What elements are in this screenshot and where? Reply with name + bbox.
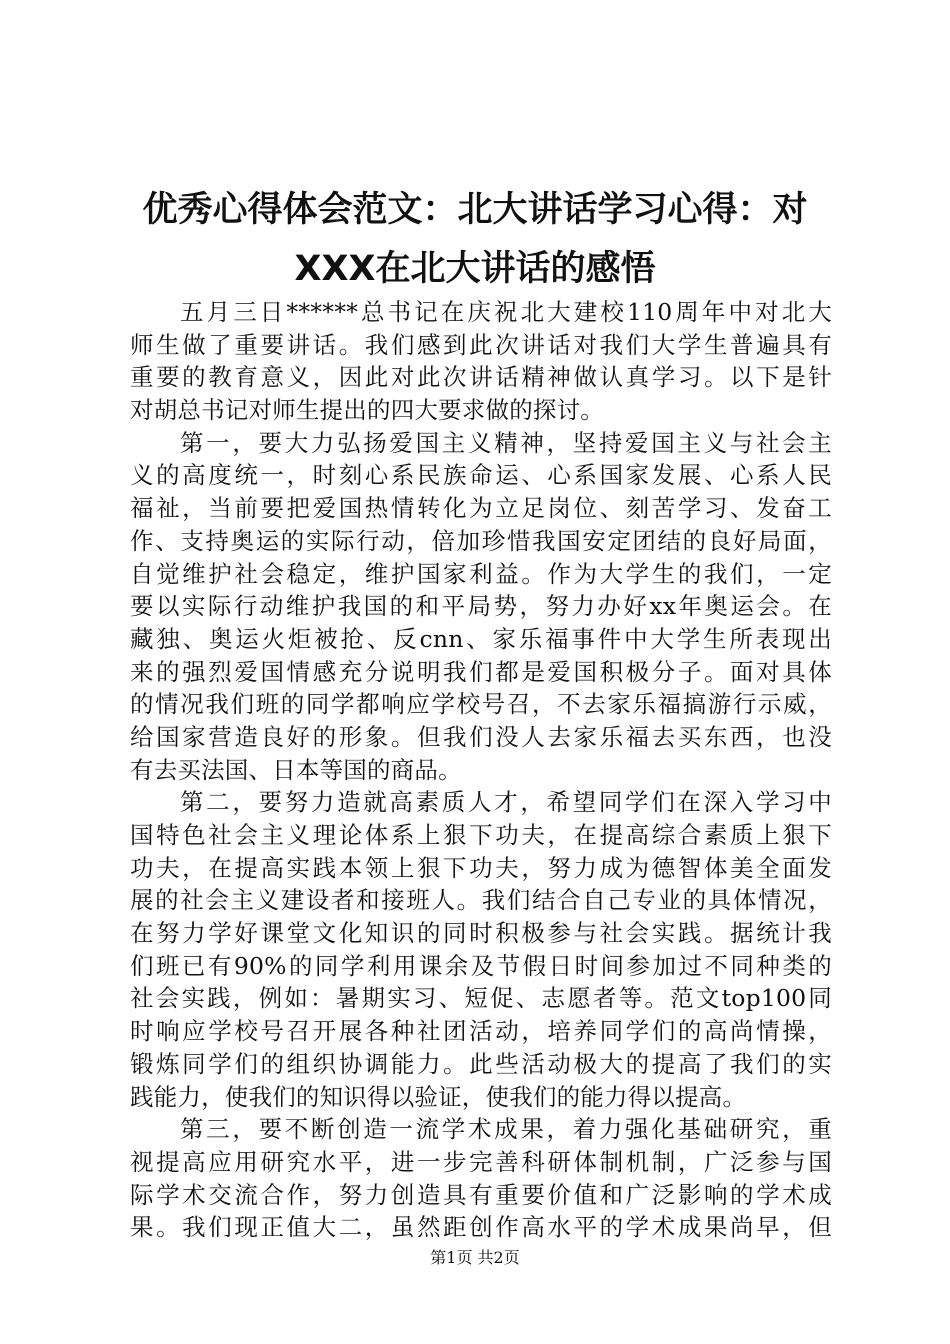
body-line: 时响应学校号召开展各种社团活动，培养同学们的高尚情操， bbox=[130, 1017, 832, 1046]
body-line: 们班已有90%的同学利用课余及节假日时间参加过不同种类的 bbox=[130, 951, 832, 980]
body-line: 在努力学好课堂文化知识的同时积极参与社会实践。据统计我 bbox=[130, 919, 832, 948]
body-line: 五月三日******总书记在庆祝北大建校110周年中对北大 bbox=[180, 298, 832, 326]
body-line: 第三，要不断创造一流学术成果，着力强化基础研究，重 bbox=[180, 1115, 832, 1144]
document-title-line-2: XXX在北大讲话的感悟 bbox=[294, 249, 656, 289]
body-line: 第二，要努力造就高素质人才，希望同学们在深入学习中 bbox=[180, 788, 832, 817]
body-line: 有去买法国、日本等国的商品。 bbox=[130, 755, 462, 784]
body-line: 义的高度统一，时刻心系民族命运、心系国家发展、心系人民 bbox=[130, 461, 832, 490]
body-line: 国特色社会主义理论体系上狠下功夫，在提高综合素质上狠下 bbox=[130, 821, 832, 849]
body-line: 社会实践，例如：暑期实习、短促、志愿者等。范文top100同 bbox=[130, 984, 832, 1013]
body-line: 展的社会主义建设者和接班人。我们结合自己专业的具体情况， bbox=[130, 886, 832, 915]
body-line: 果。我们现正值大二，虽然距创作高水平的学术成果尚早，但 bbox=[130, 1213, 832, 1242]
body-line: 践能力，使我们的知识得以验证，使我们的能力得以提高。 bbox=[130, 1082, 747, 1111]
body-line: 师生做了重要讲话。我们感到此次讲话对我们大学生普遍具有 bbox=[130, 330, 832, 359]
body-line: 际学术交流合作，努力创造具有重要价值和广泛影响的学术成 bbox=[130, 1180, 832, 1209]
body-line: 给国家营造良好的形象。但我们没人去家乐福去买东西，也没 bbox=[130, 722, 832, 751]
body-line: 藏独、奥运火炬被抢、反cnn、家乐福事件中大学生所表现出 bbox=[130, 624, 832, 653]
document-body bbox=[130, 296, 832, 1244]
body-line: 来的强烈爱国情感充分说明我们都是爱国积极分子。面对具体 bbox=[130, 657, 832, 686]
body-line: 重要的教育意义，因此对此次讲话精神做认真学习。以下是针 bbox=[130, 363, 832, 392]
body-line: 第一，要大力弘扬爱国主义精神，坚持爱国主义与社会主 bbox=[180, 428, 832, 457]
body-line: 功夫，在提高实践本领上狠下功夫，努力成为德智体美全面发 bbox=[130, 853, 832, 882]
body-line: 福祉，当前要把爱国热情转化为立足岗位、刻苦学习、发奋工 bbox=[130, 494, 832, 523]
body-line: 视提高应用研究水平，进一步完善科研体制机制，广泛参与国 bbox=[130, 1147, 832, 1176]
body-line: 的情况我们班的同学都响应学校号召，不去家乐福搞游行示威， bbox=[130, 690, 832, 719]
document-title-line-1: 优秀心得体会范文：北大讲话学习心得：对 bbox=[142, 190, 808, 230]
page-footer: 第1页 共2页 bbox=[430, 1248, 520, 1267]
body-line: 要以实际行动维护我国的和平局势，努力办好xx年奥运会。在 bbox=[130, 592, 832, 621]
body-line: 锻炼同学们的组织协调能力。此些活动极大的提高了我们的实 bbox=[130, 1049, 832, 1078]
body-line: 自觉维护社会稳定，维护国家利益。作为大学生的我们，一定 bbox=[130, 559, 832, 588]
body-line: 作、支持奥运的实际行动，倍加珍惜我国安定团结的良好局面， bbox=[130, 526, 832, 555]
body-line: 对胡总书记对师生提出的四大要求做的探讨。 bbox=[130, 396, 604, 425]
